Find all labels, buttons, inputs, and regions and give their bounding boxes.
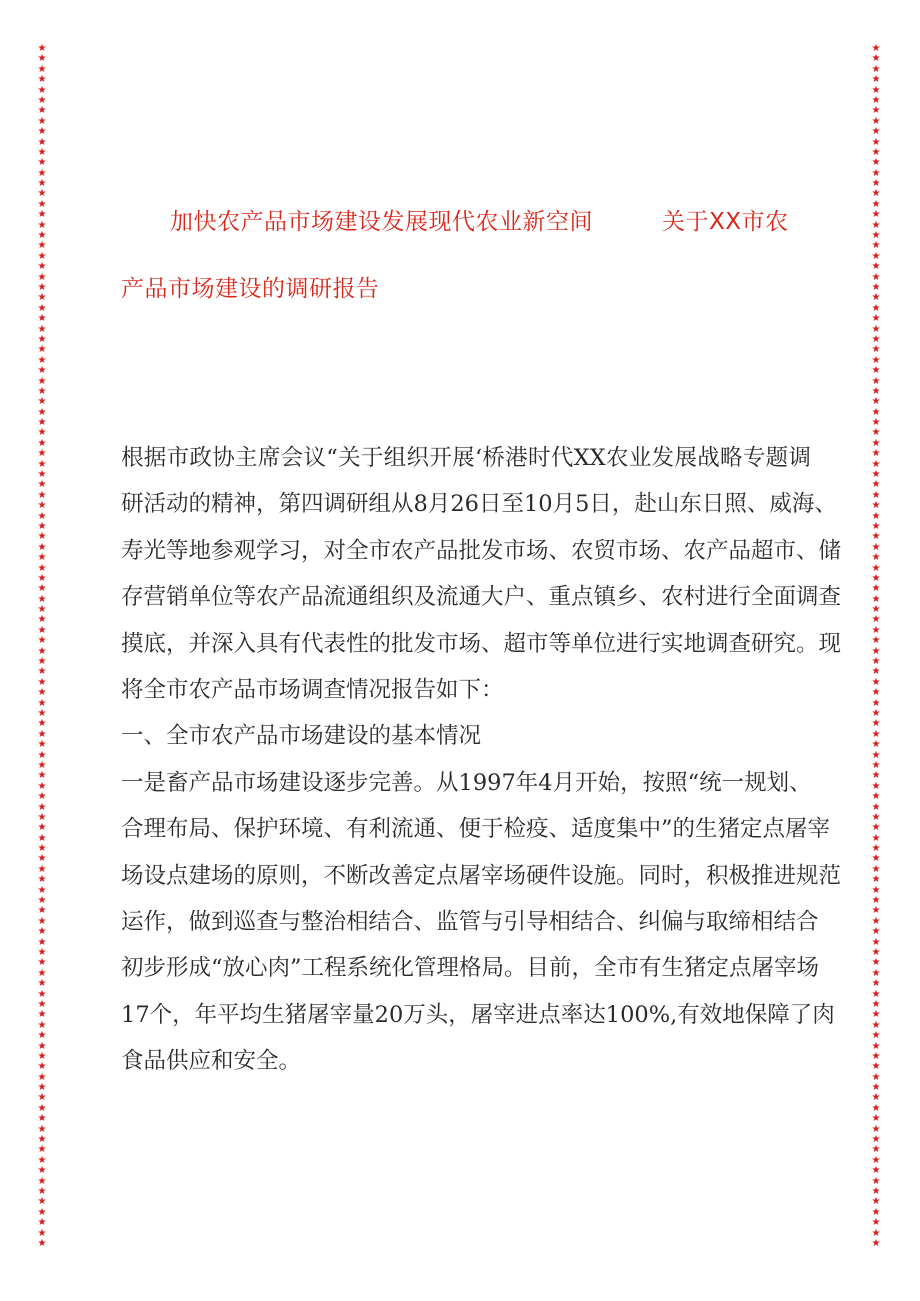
star-icon: ★ (871, 957, 881, 969)
star-icon: ★ (871, 105, 881, 117)
star-icon: ★ (37, 219, 47, 231)
star-icon: ★ (37, 136, 47, 148)
star-icon: ★ (871, 863, 881, 875)
star-icon: ★ (871, 832, 881, 844)
star-icon: ★ (871, 157, 881, 169)
star-icon: ★ (37, 1082, 47, 1094)
star-icon: ★ (871, 728, 881, 740)
star-icon: ★ (37, 843, 47, 855)
star-icon: ★ (871, 811, 881, 823)
star-icon: ★ (871, 739, 881, 751)
star-icon: ★ (37, 448, 47, 460)
star-icon: ★ (37, 302, 47, 314)
star-icon: ★ (871, 209, 881, 221)
star-icon: ★ (37, 583, 47, 595)
star-icon: ★ (37, 479, 47, 491)
star-icon: ★ (37, 749, 47, 761)
star-icon: ★ (871, 1102, 881, 1114)
star-icon: ★ (37, 541, 47, 553)
star-icon: ★ (37, 427, 47, 439)
star-icon: ★ (871, 427, 881, 439)
star-icon: ★ (871, 230, 881, 242)
star-icon: ★ (871, 396, 881, 408)
star-icon: ★ (37, 863, 47, 875)
star-icon: ★ (37, 43, 47, 54)
star-icon: ★ (37, 1092, 47, 1104)
star-icon: ★ (871, 489, 881, 501)
star-icon: ★ (37, 770, 47, 782)
star-icon: ★ (871, 718, 881, 730)
star-icon: ★ (871, 656, 881, 668)
star-icon: ★ (871, 375, 881, 387)
star-icon: ★ (37, 1102, 47, 1114)
star-icon: ★ (871, 1134, 881, 1146)
star-icon: ★ (871, 385, 881, 397)
star-icon: ★ (871, 946, 881, 958)
star-icon: ★ (871, 1092, 881, 1104)
star-icon: ★ (37, 811, 47, 823)
star-icon: ★ (37, 105, 47, 117)
star-icon: ★ (871, 988, 881, 1000)
star-icon: ★ (37, 520, 47, 532)
star-icon: ★ (871, 469, 881, 481)
star-icon: ★ (871, 614, 881, 626)
star-icon: ★ (871, 84, 881, 96)
star-icon: ★ (871, 926, 881, 938)
star-icon: ★ (871, 1123, 881, 1135)
star-icon: ★ (37, 1019, 47, 1031)
body-line: 摸底，并深入具有代表性的批发市场、超市等单位进行实地调查研究。现 (121, 630, 842, 657)
star-icon: ★ (37, 94, 47, 106)
star-icon: ★ (37, 853, 47, 865)
star-icon: ★ (871, 552, 881, 564)
star-icon: ★ (871, 261, 881, 273)
star-icon: ★ (871, 1217, 881, 1229)
star-icon: ★ (37, 417, 47, 429)
star-icon: ★ (37, 1175, 47, 1187)
star-icon: ★ (37, 978, 47, 990)
star-icon: ★ (37, 718, 47, 730)
star-icon: ★ (871, 146, 881, 158)
star-icon: ★ (37, 832, 47, 844)
star-icon: ★ (871, 593, 881, 605)
star-icon: ★ (871, 500, 881, 512)
star-icon: ★ (871, 562, 881, 574)
star-icon: ★ (37, 313, 47, 325)
star-icon: ★ (37, 230, 47, 242)
star-icon: ★ (37, 510, 47, 522)
star-icon: ★ (871, 936, 881, 948)
star-icon: ★ (871, 905, 881, 917)
star-icon: ★ (37, 1113, 47, 1125)
star-icon: ★ (37, 552, 47, 564)
star-icon: ★ (37, 146, 47, 158)
star-icon: ★ (37, 1227, 47, 1239)
star-icon: ★ (37, 967, 47, 979)
star-icon: ★ (37, 1237, 47, 1249)
star-icon: ★ (37, 645, 47, 657)
star-icon: ★ (871, 1175, 881, 1187)
star-icon: ★ (37, 489, 47, 501)
star-icon: ★ (37, 895, 47, 907)
star-icon: ★ (37, 1206, 47, 1218)
body-line: 存营销单位等农产品流通组织及流通大户、重点镇乡、农村进行全面调查 (121, 584, 842, 611)
star-icon: ★ (37, 354, 47, 366)
star-icon: ★ (871, 541, 881, 553)
star-icon: ★ (37, 1165, 47, 1177)
body-line: 寿光等地参观学习，对全市农产品批发市场、农贸市场、农产品超市、储 (121, 537, 842, 564)
star-icon: ★ (871, 780, 881, 792)
star-icon: ★ (871, 884, 881, 896)
star-icon: ★ (37, 126, 47, 138)
star-icon: ★ (871, 94, 881, 106)
star-icon: ★ (37, 458, 47, 470)
star-icon: ★ (37, 791, 47, 803)
star-icon: ★ (871, 1009, 881, 1021)
body-line: 17个，年平均生猪屠宰量20万头，屠宰进点率达100%,有效地保障了肉 (121, 1001, 835, 1028)
star-icon: ★ (871, 240, 881, 252)
star-icon: ★ (871, 43, 881, 54)
star-icon: ★ (37, 209, 47, 221)
star-icon: ★ (37, 687, 47, 699)
star-icon: ★ (871, 520, 881, 532)
star-icon: ★ (871, 458, 881, 470)
star-icon: ★ (37, 240, 47, 252)
star-icon: ★ (871, 1165, 881, 1177)
star-icon: ★ (871, 874, 881, 886)
star-icon: ★ (37, 624, 47, 636)
star-icon: ★ (37, 385, 47, 397)
star-icon: ★ (37, 759, 47, 771)
star-icon: ★ (37, 780, 47, 792)
star-icon: ★ (871, 188, 881, 200)
star-icon: ★ (871, 687, 881, 699)
star-icon: ★ (871, 281, 881, 293)
star-icon: ★ (871, 365, 881, 377)
star-icon: ★ (37, 115, 47, 127)
star-icon: ★ (37, 884, 47, 896)
star-icon: ★ (871, 1227, 881, 1239)
star-icon: ★ (871, 1082, 881, 1094)
star-icon: ★ (871, 437, 881, 449)
star-icon: ★ (37, 1154, 47, 1166)
star-icon: ★ (37, 562, 47, 574)
star-icon: ★ (871, 1237, 881, 1249)
star-icon: ★ (37, 157, 47, 169)
star-icon: ★ (871, 1196, 881, 1208)
star-icon: ★ (37, 271, 47, 283)
star-icon: ★ (37, 1050, 47, 1062)
star-icon: ★ (37, 635, 47, 647)
star-icon: ★ (37, 365, 47, 377)
star-icon: ★ (37, 988, 47, 1000)
star-icon: ★ (871, 178, 881, 190)
star-icon: ★ (37, 656, 47, 668)
star-icon: ★ (37, 614, 47, 626)
star-icon: ★ (871, 479, 881, 491)
star-icon: ★ (37, 333, 47, 345)
star-icon: ★ (37, 957, 47, 969)
star-icon: ★ (871, 292, 881, 304)
star-icon: ★ (871, 354, 881, 366)
star-icon: ★ (37, 572, 47, 584)
star-icon: ★ (37, 676, 47, 688)
star-icon: ★ (37, 167, 47, 179)
star-icon: ★ (37, 531, 47, 543)
report-body (121, 435, 842, 1085)
star-icon: ★ (871, 1061, 881, 1073)
star-icon: ★ (871, 759, 881, 771)
body-line: 初步形成“放心肉”工程系统化管理格局。目前，全市有生猪定点屠宰场 (121, 955, 820, 982)
star-icon: ★ (37, 1009, 47, 1021)
star-icon: ★ (37, 375, 47, 387)
star-icon: ★ (871, 1206, 881, 1218)
star-icon: ★ (871, 604, 881, 616)
star-icon: ★ (37, 998, 47, 1010)
star-icon: ★ (37, 469, 47, 481)
star-icon: ★ (37, 74, 47, 86)
star-icon: ★ (37, 1061, 47, 1073)
star-icon: ★ (871, 74, 881, 86)
star-icon: ★ (871, 323, 881, 335)
star-icon: ★ (871, 1050, 881, 1062)
star-icon: ★ (871, 1154, 881, 1166)
star-icon: ★ (37, 344, 47, 356)
star-icon: ★ (871, 53, 881, 65)
star-icon: ★ (871, 572, 881, 584)
star-icon: ★ (37, 53, 47, 65)
body-line: 食品供应和安全。 (121, 1048, 302, 1075)
star-icon: ★ (37, 1196, 47, 1208)
star-icon: ★ (871, 635, 881, 647)
star-icon: ★ (871, 998, 881, 1010)
star-icon: ★ (871, 624, 881, 636)
star-icon: ★ (871, 271, 881, 283)
star-icon: ★ (871, 115, 881, 127)
star-icon: ★ (37, 1134, 47, 1146)
star-icon: ★ (37, 396, 47, 408)
star-icon: ★ (37, 63, 47, 75)
star-icon: ★ (871, 302, 881, 314)
section-heading: 一、全市农产品市场建设的基本情况 (121, 723, 482, 750)
star-icon: ★ (37, 697, 47, 709)
star-icon: ★ (871, 510, 881, 522)
star-icon: ★ (871, 770, 881, 782)
star-icon: ★ (37, 739, 47, 751)
star-icon: ★ (37, 666, 47, 678)
star-icon: ★ (871, 1071, 881, 1083)
star-icon: ★ (37, 500, 47, 512)
star-icon: ★ (37, 198, 47, 210)
star-icon: ★ (871, 1113, 881, 1125)
star-icon: ★ (871, 1040, 881, 1052)
star-icon: ★ (871, 749, 881, 761)
star-icon: ★ (37, 1185, 47, 1197)
star-icon: ★ (871, 63, 881, 75)
body-line: 运作，做到巡查与整治相结合、监管与引导相结合、纠偏与取缔相结合 (121, 909, 819, 936)
star-icon: ★ (871, 333, 881, 345)
star-icon: ★ (871, 406, 881, 418)
star-icon: ★ (871, 136, 881, 148)
star-icon: ★ (37, 261, 47, 273)
star-icon: ★ (37, 708, 47, 719)
star-icon: ★ (37, 1123, 47, 1135)
star-icon: ★ (871, 978, 881, 990)
body-line: 合理布局、保护环境、有利流通、便于检疫、适度集中”的生猪定点屠宰 (121, 816, 831, 843)
title-line-2: 产品市场建设的调研报告 (121, 276, 380, 302)
star-icon: ★ (871, 1019, 881, 1031)
star-icon: ★ (871, 448, 881, 460)
star-icon: ★ (871, 697, 881, 709)
body-line: 根据市政协主席会议“关于组织开展‘桥港时代XX农业发展战略专题调 (121, 445, 811, 471)
star-icon: ★ (871, 344, 881, 356)
star-icon: ★ (871, 645, 881, 657)
body-line: 将全市农产品市场调查情况报告如下： (121, 677, 504, 704)
star-icon: ★ (871, 791, 881, 803)
body-line: 场设点建场的原则，不断改善定点屠宰场硬件设施。同时，积极推进规范 (121, 862, 842, 889)
title-line-1-part-2: 关于XX市农 (662, 209, 789, 235)
star-icon: ★ (871, 967, 881, 979)
body-line: 研活动的精神，第四调研组从8月26日至10月5日，赴山东日照、威海、 (121, 491, 837, 518)
star-icon: ★ (871, 801, 881, 813)
star-icon: ★ (37, 801, 47, 813)
star-icon: ★ (37, 905, 47, 917)
star-icon: ★ (37, 178, 47, 190)
star-icon: ★ (871, 167, 881, 179)
star-icon: ★ (37, 926, 47, 938)
star-icon: ★ (871, 843, 881, 855)
star-icon: ★ (37, 728, 47, 740)
star-icon: ★ (37, 188, 47, 200)
star-icon: ★ (37, 1040, 47, 1052)
star-icon: ★ (871, 198, 881, 210)
star-icon: ★ (871, 822, 881, 834)
star-icon: ★ (871, 219, 881, 231)
star-icon: ★ (37, 84, 47, 96)
star-icon: ★ (871, 1144, 881, 1156)
star-icon: ★ (871, 313, 881, 325)
star-icon: ★ (37, 936, 47, 948)
star-icon: ★ (37, 593, 47, 605)
star-icon: ★ (37, 281, 47, 293)
star-icon: ★ (871, 126, 881, 138)
star-icon: ★ (37, 915, 47, 927)
star-icon: ★ (37, 1144, 47, 1156)
star-icon: ★ (871, 583, 881, 595)
star-icon: ★ (37, 323, 47, 335)
right-star-border (870, 44, 882, 1249)
star-icon: ★ (871, 676, 881, 688)
star-icon: ★ (37, 604, 47, 616)
star-icon: ★ (37, 822, 47, 834)
star-icon: ★ (871, 1030, 881, 1042)
star-icon: ★ (871, 895, 881, 907)
star-icon: ★ (871, 915, 881, 927)
body-line: 一是畜产品市场建设逐步完善。从1997年4月开始，按照“统一规划、 (121, 769, 812, 796)
star-icon: ★ (37, 250, 47, 262)
star-icon: ★ (871, 1185, 881, 1197)
star-icon: ★ (871, 666, 881, 678)
star-icon: ★ (871, 417, 881, 429)
star-icon: ★ (37, 874, 47, 886)
star-icon: ★ (37, 1030, 47, 1042)
star-icon: ★ (37, 406, 47, 418)
star-icon: ★ (37, 946, 47, 958)
star-icon: ★ (871, 853, 881, 865)
star-icon: ★ (37, 1071, 47, 1083)
left-star-border (36, 44, 48, 1249)
star-icon: ★ (37, 1217, 47, 1229)
star-icon: ★ (871, 708, 881, 719)
star-icon: ★ (871, 531, 881, 543)
star-icon: ★ (37, 437, 47, 449)
title-line-1-part-1: 加快农产品市场建设发展现代农业新空间 (170, 209, 593, 235)
star-icon: ★ (871, 250, 881, 262)
star-icon: ★ (37, 292, 47, 304)
